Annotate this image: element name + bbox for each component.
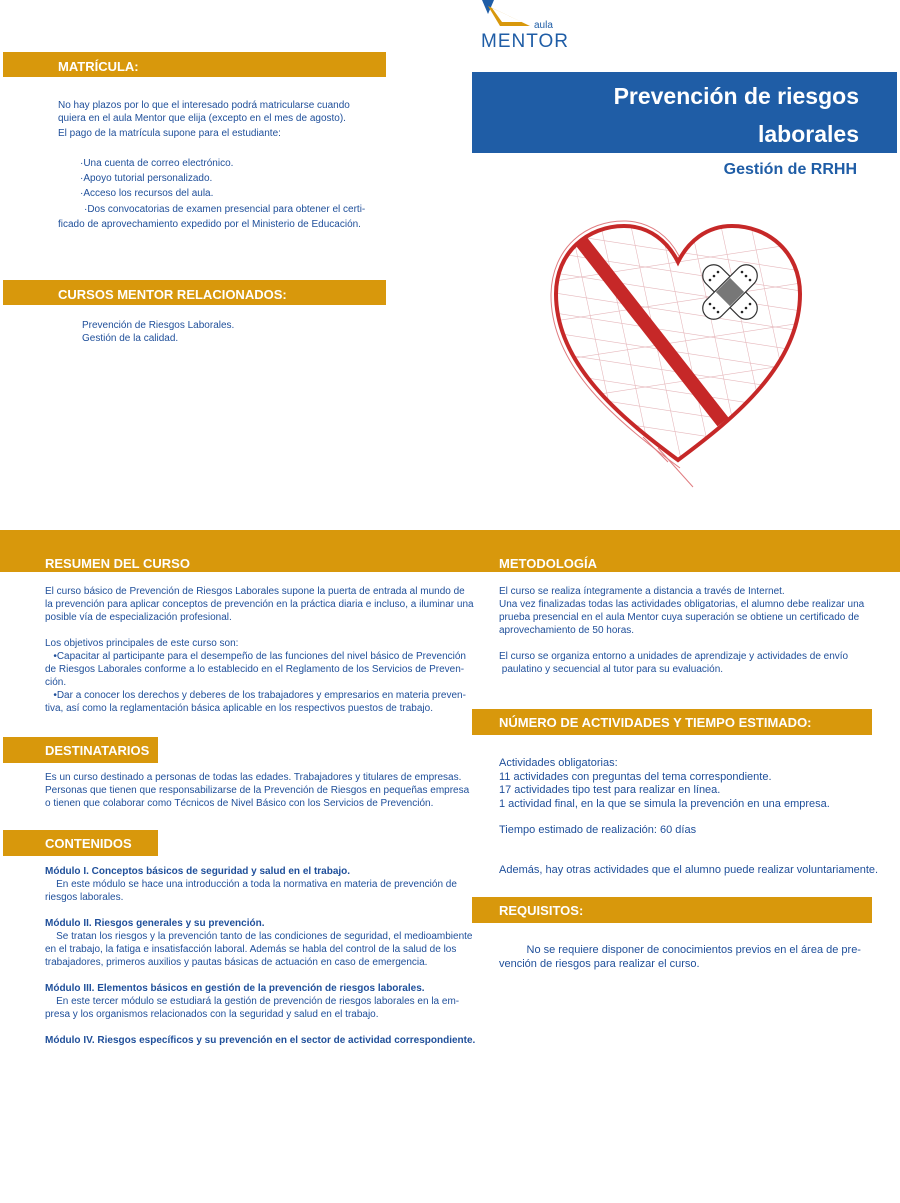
- list-item: 1 actividad final, en la que se simula la prevención en una empresa.: [499, 797, 830, 810]
- list-item: Gestión de la calidad.: [82, 333, 179, 344]
- logo-aula: aula: [534, 20, 553, 31]
- actividades-title: NÚMERO DE ACTIVIDADES Y TIEMPO ESTIMADO:: [499, 715, 812, 730]
- requisitos-text: No se requiere disponer de conocimientos previos en el área de pre- vención de riesgos para realizar el curso.: [499, 944, 861, 970]
- logo-mentor: MENTOR: [481, 31, 569, 52]
- resumen-title: RESUMEN DEL CURSO: [45, 556, 190, 571]
- matricula-title: MATRÍCULA:: [58, 59, 139, 74]
- cursos-relacionados-list: [82, 319, 234, 345]
- destinatarios-header: [3, 737, 158, 763]
- contenidos-header: [3, 830, 158, 856]
- resumen-text: El curso básico de Prevención de Riesgos Laborales supone la puerta de entrada al mundo de la prevención para aplicar conceptos de prevención en la práctica diaria e incluso, a iluminar una posible vía de especialización profesional. Los objetivos principales de este curso son: •Capacitar al participante para el desempeño de las funciones del nivel básico de Prevención de Riesgos Laborales conforme a lo establecido en el Reglamento de los Servicios de Preven- ción. •Dar a conocer los derechos y deberes de los trabajadores y empresarios en materia preven- tiva, así como la reglamentación básica aplicable en los respectivos puestos de trabajo.: [45, 586, 474, 714]
- contenidos-title: CONTENIDOS: [45, 836, 132, 851]
- module-title: Módulo II. Riesgos generales y su prevención.: [45, 918, 265, 929]
- list-item: ·Acceso los recursos del aula.: [80, 188, 214, 200]
- actividades-extra: Además, hay otras actividades que el alumno puede realizar voluntariamente.: [499, 863, 879, 876]
- tiempo-estimado: Tiempo estimado de realización: 60 días: [499, 824, 697, 836]
- matricula-header: [3, 52, 386, 77]
- module-title: Módulo I. Conceptos básicos de seguridad y salud en el trabajo.: [45, 866, 351, 877]
- module-title: Módulo III. Elementos básicos en gestión de la prevención de riesgos laborales.: [45, 983, 425, 994]
- list-item: ·Apoyo tutorial personalizado.: [80, 173, 213, 185]
- heart-illustration: [548, 212, 808, 492]
- cursos-relacionados-title: CURSOS MENTOR RELACIONADOS:: [58, 287, 287, 302]
- cover-title: Prevención de riesgos laborales: [613, 83, 859, 147]
- requisitos-title: REQUISITOS:: [499, 903, 584, 918]
- actividades-header: [472, 709, 872, 735]
- list-item: Prevención de Riesgos Laborales.: [82, 320, 235, 331]
- list-item: 17 actividades tipo test para realizar en línea.: [499, 784, 721, 796]
- contenidos-modules: Módulo I. Conceptos básicos de seguridad y salud en el trabajo. En este módulo se hace una introducción a toda la normativa en materia de prevención de riesgos laborales. Módulo II. Riesgos generales y su prevención. Se tratan los riesgos y la prevención tanto de las condiciones de seguridad, el medioambiente en el trabajo, la fatiga e insatisfacción laboral. Además se habla del control de la salud de los trabajadores, primeros auxilios y pautas básicas de actuación en caso de emergencia. Módulo III. Elementos básicos en gestión de la prevención de riesgos laborales. En este tercer módulo se estudiará la gestión de prevención de riesgos laborales en la em- presa y los organismos relacionados con la seguridad y salud en el trabajo. Módulo IV. Riesgos específicos y su prevención en el sector de actividad correspondiente.: [45, 866, 476, 1046]
- cover-title-panel: [472, 72, 897, 153]
- cover-subtitle: Gestión de RRHH: [723, 161, 857, 178]
- list-item: 11 actividades con preguntas del tema correspondiente.: [499, 770, 772, 783]
- cursos-relacionados-header: [3, 280, 386, 305]
- metodologia-title: METODOLOGÍA: [499, 556, 597, 571]
- list-item: ·Una cuenta de correo electrónico.: [80, 158, 234, 169]
- module-title: Módulo IV. Riesgos específicos y su prevención en el sector de actividad correspondiente.: [45, 1035, 476, 1046]
- actividades-list: Actividades obligatorias: 11 actividades con preguntas del tema correspondiente. 17 actividades tipo test para realizar en línea. 1 actividad final, en la que se simula la prevención en una empresa. Tiempo estimado de realización: 60 días Además, hay otras actividades que el alumno puede realizar voluntariamente.: [499, 757, 879, 876]
- matricula-list: [58, 156, 386, 232]
- list-item: ficado de aprovechamiento expedido por el Ministerio de Educación.: [58, 218, 361, 230]
- destinatarios-title: DESTINATARIOS: [45, 743, 150, 758]
- requisitos-header: [472, 897, 872, 923]
- metodologia-text: El curso se realiza íntegramente a distancia a través de Internet. Una vez finalizadas todas las actividades obligatorias, el alumno debe realizar una prueba presencial en el aula Mentor cuya superación se obtiene un certificado de aprovechamiento de 50 horas. El curso se organiza entorno a unidades de aprendizaje y actividades de envío paulatino y secuencial al tutor para su evaluación.: [499, 586, 865, 675]
- list-item: ·Dos convocatorias de examen presencial para obtener el certi-: [84, 203, 366, 215]
- aula-mentor-logo: [478, 0, 569, 52]
- matricula-text: No hay plazos por lo que el interesado podrá matricularse cuando quiera en el aula Mentor que elija (excepto en el mes de agosto). El pago de la matrícula supone para el estudiante:: [58, 100, 350, 139]
- bandage-icon: [698, 260, 762, 324]
- destinatarios-text: Es un curso destinado a personas de todas las edades. Trabajadores y titulares de empresas. Personas que tienen que responsabilizarse de la Prevención de Riesgos en pequeñas empresa o tienen que colaborar como Técnicos de Nivel Básico con los Servicios de Prevención.: [45, 772, 470, 809]
